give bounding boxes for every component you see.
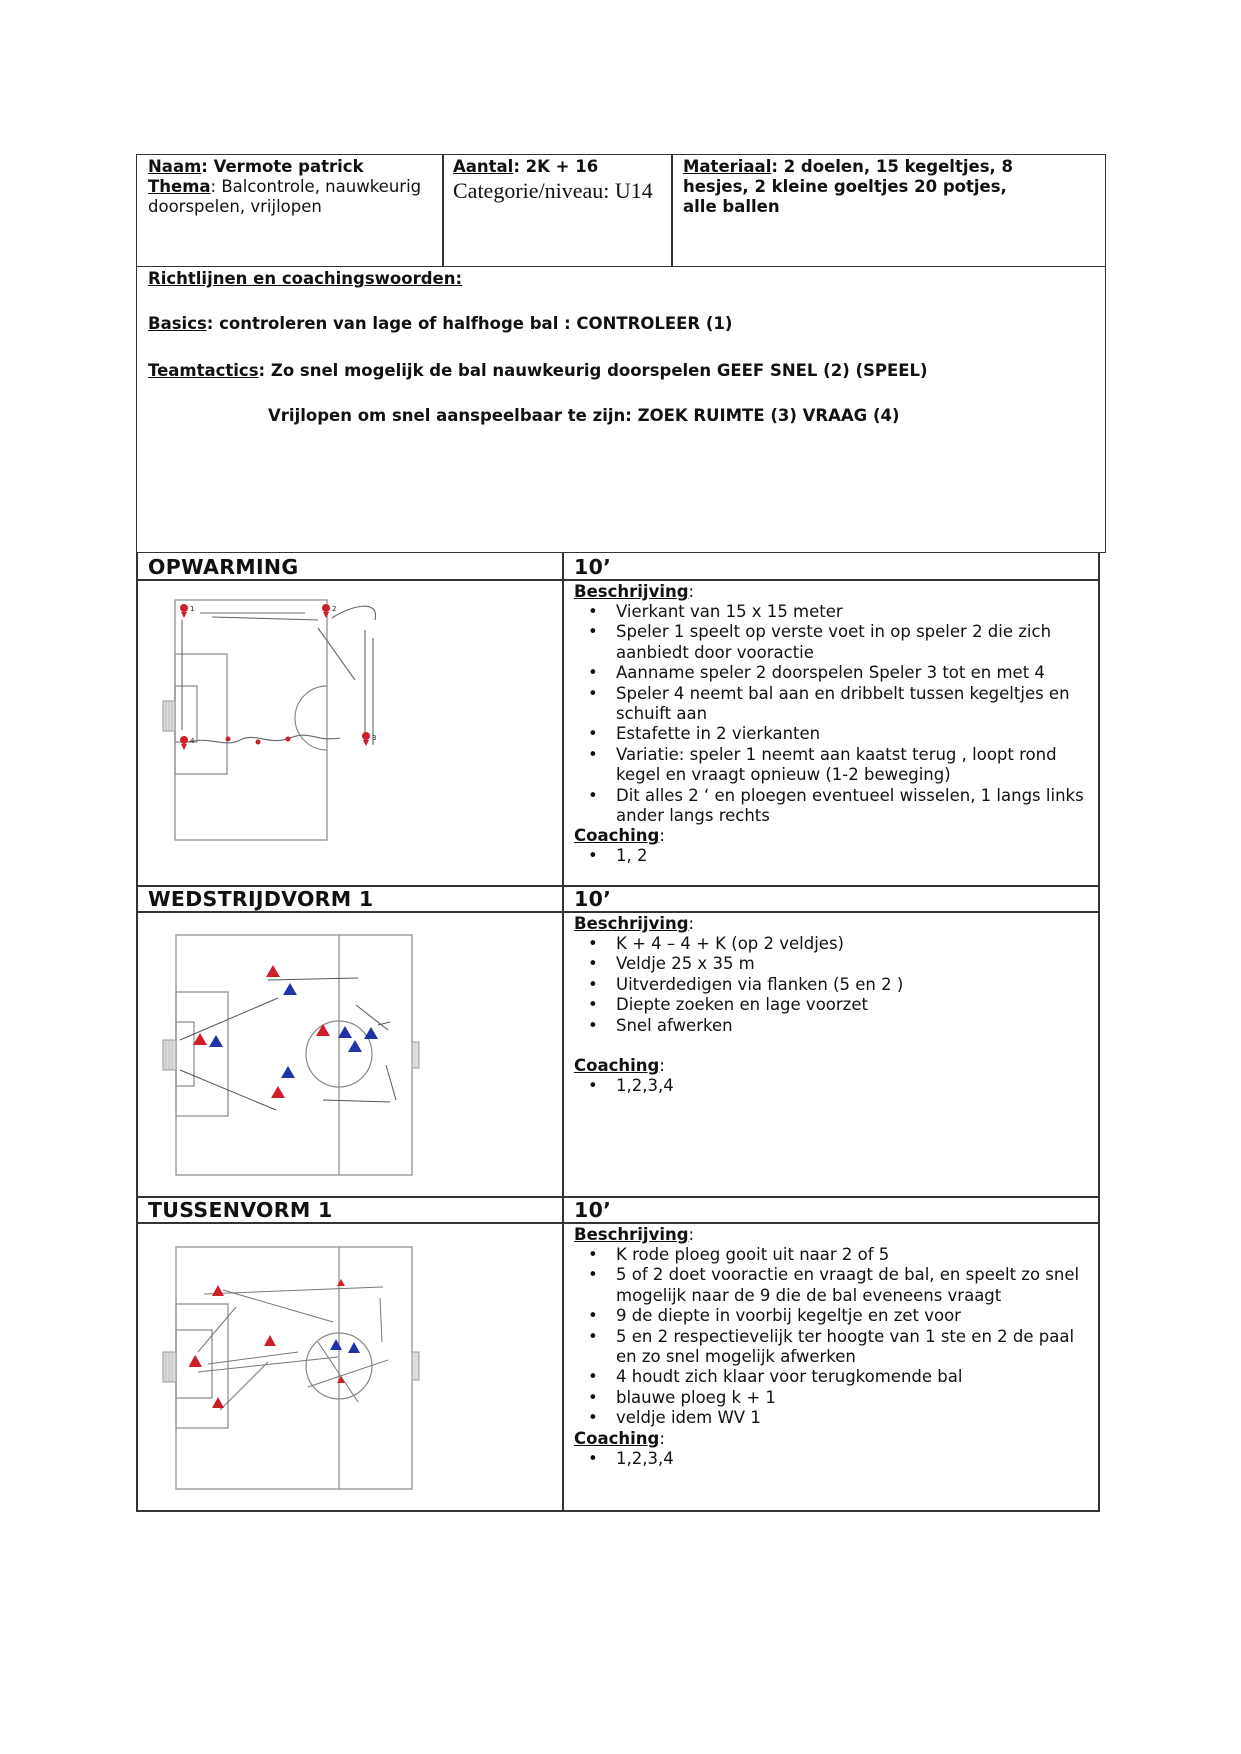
section-title-opwarming: OPWARMING <box>148 555 299 579</box>
list-item: • Vierkant van 15 x 15 meter <box>616 602 1094 622</box>
section-title-tussenvorm: TUSSENVORM 1 <box>148 1198 333 1222</box>
diagram-wedstrijdvorm <box>158 930 428 1180</box>
guidelines-title: Richtlijnen en coachingswoorden: <box>148 269 463 288</box>
list-item: • Diepte zoeken en lage voorzet <box>616 995 1094 1015</box>
teamtactics-label: Teamtactics <box>148 361 259 380</box>
description-tussenvorm: Beschrijving: • K rode ploeg gooit uit naar 2 of 5 • 5 of 2 doet vooractie en vraagt de bal, en speelt zo snel mogelijk naar de 9 die de bal eveneens vraagt • 9 de diepte in voorbij kegeltje en zet voor • 5 en 2 respectievelijk ter hoogte van 1 ste en 2 de paal en zo snel mogelijk afwerken • 4 houdt zich klaar voor terugkomende bal • blauwe ploeg k + 1 • veldje idem WV 1 Coaching: • 1,2,3,4 <box>574 1225 1094 1469</box>
svg-text:4: 4 <box>190 737 195 745</box>
thema-label: Thema <box>148 177 211 196</box>
list-item: • veldje idem WV 1 <box>616 1408 1094 1428</box>
header-aantal <box>453 157 667 204</box>
coaching-label: Coaching <box>574 1428 660 1448</box>
categorie-niveau: Categorie/niveau: U14 <box>453 178 653 203</box>
list-item: • blauwe ploeg k + 1 <box>616 1388 1094 1408</box>
naam-value: : Vermote patrick <box>201 157 364 176</box>
diagram-opwarming <box>140 590 400 850</box>
list-item: • Speler 1 speelt op verste voet in op speler 2 die zich aanbiedt door vooractie <box>616 622 1094 663</box>
aantal-label: Aantal <box>453 157 514 176</box>
svg-text:2: 2 <box>332 605 337 613</box>
description-label: Beschrijving <box>574 914 689 933</box>
list-item: • Speler 4 neemt bal aan en dribbelt tussen kegeltjes en schuift aan <box>616 684 1094 725</box>
section-duration-wedstrijdvorm: 10’ <box>574 887 612 911</box>
list-item: • 5 en 2 respectievelijk ter hoogte van 1 ste en 2 de paal en zo snel mogelijk afwerken <box>616 1327 1094 1368</box>
list-item: • Estafette in 2 vierkanten <box>616 724 1094 744</box>
section-duration-tussenvorm: 10’ <box>574 1198 612 1222</box>
list-item: • K rode ploeg gooit uit naar 2 of 5 <box>616 1245 1094 1265</box>
list-item: • Uitverdedigen via flanken (5 en 2 ) <box>616 975 1094 995</box>
list-item: • Snel afwerken <box>616 1016 1094 1036</box>
aantal-value: : 2K + 16 <box>513 157 599 176</box>
header-materiaal <box>683 157 1028 217</box>
list-item: • 4 houdt zich klaar voor terugkomende bal <box>616 1367 1094 1387</box>
vrijlopen-line: Vrijlopen om snel aanspeelbaar te zijn: ZOEK RUIMTE (3) VRAAG (4) <box>268 406 900 425</box>
list-item: • 9 de diepte in voorbij kegeltje en zet voor <box>616 1306 1094 1326</box>
description-label: Beschrijving <box>574 1225 689 1244</box>
thema-value: : Balcontrole, nauwkeurig doorspelen, vrijlopen <box>148 177 422 216</box>
basics-label: Basics <box>148 314 207 333</box>
coaching-label: Coaching <box>574 1056 660 1076</box>
coaching-label: Coaching <box>574 826 660 846</box>
section-duration-opwarming: 10’ <box>574 555 612 579</box>
materiaal-value: : 2 doelen, 15 kegeltjes, 8 hesjes, 2 kleine goeltjes 20 potjes, alle ballen <box>683 157 1014 216</box>
teamtactics-text: : Zo snel mogelijk de bal nauwkeurig doorspelen GEEF SNEL (2) (SPEEL) <box>258 361 928 380</box>
list-item: • K + 4 – 4 + K (op 2 veldjes) <box>616 934 1094 954</box>
materiaal-label: Materiaal <box>683 157 772 176</box>
description-opwarming: Beschrijving: • Vierkant van 15 x 15 meter • Speler 1 speelt op verste voet in op speler 2 die zich aanbiedt door vooractie • Aanname speler 2 doorspelen Speler 3 tot en met 4 • Speler 4 neemt bal aan en dribbelt tussen kegeltjes en schuift aan • Estafette in 2 vierkanten • Variatie: speler 1 neemt aan kaatst terug , loopt rond kegel en vraagt opnieuw (1-2 beweging) • Dit alles 2 ‘ en ploegen eventueel wisselen, 1 langs links ander langs rechts Coaching: • 1, 2 <box>574 582 1094 867</box>
list-item: • Variatie: speler 1 neemt aan kaatst terug , loopt rond kegel en vraagt opnieuw (1-2 beweging) <box>616 745 1094 786</box>
svg-text:3: 3 <box>372 734 377 742</box>
basics-line <box>148 314 1088 334</box>
basics-text: : controleren van lage of halfhoge bal : CONTROLEER (1) <box>206 314 733 333</box>
description-label: Beschrijving <box>574 582 689 601</box>
list-item: • 1,2,3,4 <box>616 1449 1094 1469</box>
list-item: • 1,2,3,4 <box>616 1076 1094 1096</box>
list-item: • Aanname speler 2 doorspelen Speler 3 tot en met 4 <box>616 663 1094 683</box>
list-item: • Dit alles 2 ‘ en ploegen eventueel wisselen, 1 langs links ander langs rechts <box>616 786 1094 827</box>
section-title-wedstrijdvorm: WEDSTRIJDVORM 1 <box>148 887 374 911</box>
list-item: • 5 of 2 doet vooractie en vraagt de bal, en speelt zo snel mogelijk naar de 9 die de bal eveneens vraagt <box>616 1265 1094 1306</box>
header-naam-thema <box>148 157 438 217</box>
naam-label: Naam <box>148 157 202 176</box>
svg-text:1: 1 <box>190 605 195 613</box>
diagram-tussenvorm <box>158 1242 428 1494</box>
description-wedstrijdvorm: Beschrijving: • K + 4 – 4 + K (op 2 veldjes) • Veldje 25 x 35 m • Uitverdedigen via flanken (5 en 2 ) • Diepte zoeken en lage voorzet • Snel afwerken Coaching: • 1,2,3,4 <box>574 914 1094 1096</box>
list-item: • 1, 2 <box>616 846 1094 866</box>
teamtactics-line <box>148 361 1088 381</box>
list-item: • Veldje 25 x 35 m <box>616 954 1094 974</box>
